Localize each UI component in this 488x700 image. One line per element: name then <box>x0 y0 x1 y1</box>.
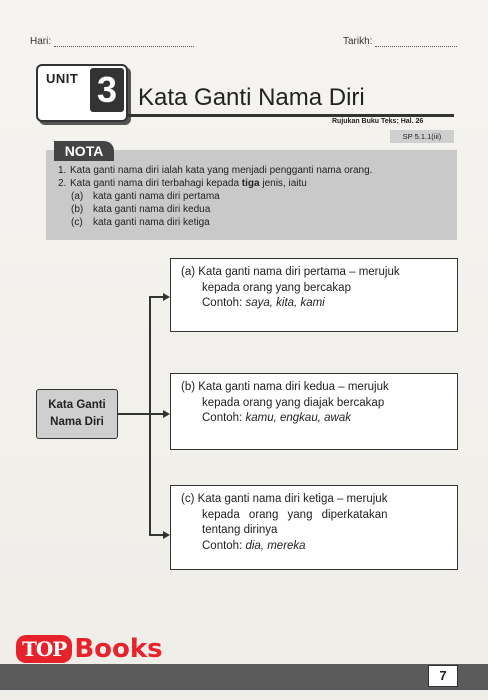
tarikh-blank[interactable] <box>375 38 457 47</box>
nota-tag: NOTA <box>54 141 114 161</box>
connector-trunk <box>149 296 151 535</box>
nota-subitem-b: (b) kata ganti nama diri kedua <box>71 204 211 215</box>
unit-number: 3 <box>90 68 124 112</box>
arrow-c-icon <box>163 531 170 539</box>
unit-label: UNIT <box>46 71 79 86</box>
connector-root <box>118 413 150 415</box>
nota-point-2: 2. Kata ganti nama diri terbahagi kepada tiga jenis, iaitu <box>58 178 307 189</box>
title-divider <box>128 114 454 117</box>
unit-badge <box>36 64 128 122</box>
nota-subitem-a: (a) kata ganti nama diri pertama <box>71 191 220 202</box>
root-concept-box: Kata Ganti Nama Diri <box>36 389 118 439</box>
tarikh-field[interactable] <box>343 36 457 47</box>
connector-branch-a <box>149 296 164 298</box>
logo-top-text: TOP <box>16 635 72 663</box>
tarikh-label: Tarikh: <box>343 36 373 47</box>
definition-box-third-person: (c) Kata ganti nama diri ketiga – merujuk kepada orang yang diperkatakan tentang dirinya Contoh: dia, mereka <box>170 485 458 570</box>
connector-branch-b <box>149 413 164 415</box>
arrow-b-icon <box>163 410 170 418</box>
topbooks-logo <box>16 629 163 669</box>
nota-point-1: 1. Kata ganti nama diri ialah kata yang menjadi pengganti nama orang. <box>58 165 373 176</box>
standard-badge: SP 5.1.1(iii) <box>390 130 454 143</box>
page-number: 7 <box>428 665 458 687</box>
nota-subitem-c: (c) kata ganti nama diri ketiga <box>71 217 210 228</box>
hari-blank[interactable] <box>54 38 194 47</box>
hari-label: Hari: <box>30 36 52 47</box>
arrow-a-icon <box>163 293 170 301</box>
connector-branch-c <box>149 534 164 536</box>
textbook-reference: Rujukan Buku Teks: Hal. 26 <box>332 118 424 125</box>
definition-box-second-person: (b) Kata ganti nama diri kedua – merujuk kepada orang yang diajak bercakap Contoh: kamu, engkau, awak <box>170 373 458 450</box>
logo-books-text: Books <box>74 634 163 664</box>
definition-box-first-person: (a) Kata ganti nama diri pertama – merujuk kepada orang yang bercakap Contoh: saya, kita, kami <box>170 258 458 332</box>
nota-list <box>58 164 453 229</box>
unit-title: Kata Ganti Nama Diri <box>138 84 365 111</box>
hari-field[interactable] <box>30 36 194 47</box>
